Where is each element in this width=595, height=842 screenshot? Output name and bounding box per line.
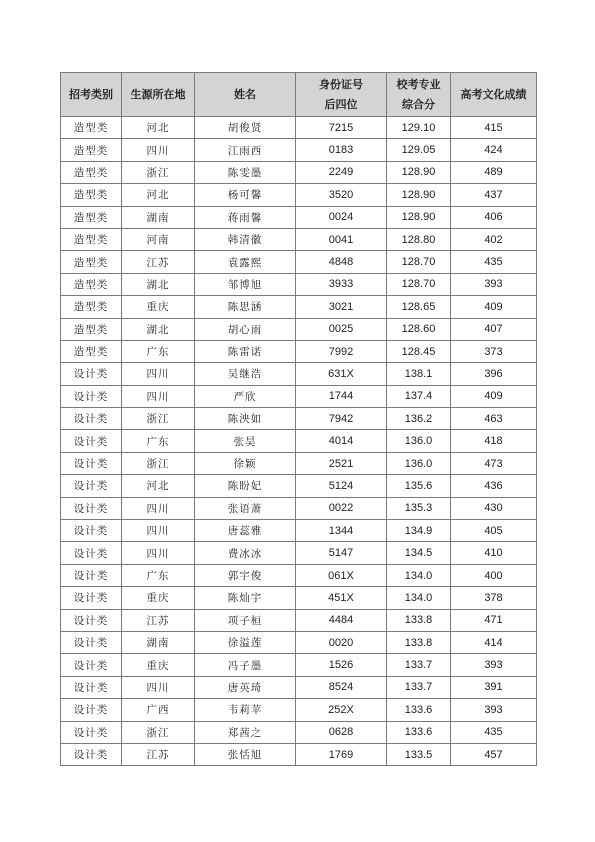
cell-name: 邹博旭 <box>195 273 296 295</box>
cell-category: 设计类 <box>61 587 122 609</box>
cell-id-last4: 3021 <box>296 296 387 318</box>
cell-gaokao-score: 373 <box>451 340 537 362</box>
cell-id-last4: 0020 <box>296 631 387 653</box>
cell-category: 设计类 <box>61 408 122 430</box>
cell-gaokao-score: 402 <box>451 228 537 250</box>
cell-category: 造型类 <box>61 228 122 250</box>
cell-id-last4: 451X <box>296 587 387 609</box>
cell-school-score: 128.70 <box>387 251 451 273</box>
cell-origin: 江苏 <box>122 743 195 765</box>
cell-name: 陈雯墨 <box>195 161 296 183</box>
cell-id-last4: 4484 <box>296 609 387 631</box>
table-row <box>61 117 537 139</box>
cell-id-last4: 3520 <box>296 184 387 206</box>
table-row <box>61 743 537 765</box>
table-row <box>61 430 537 452</box>
cell-name: 江雨西 <box>195 139 296 161</box>
cell-id-last4: 4014 <box>296 430 387 452</box>
table-row <box>61 676 537 698</box>
cell-origin: 广东 <box>122 430 195 452</box>
cell-school-score: 128.70 <box>387 273 451 295</box>
cell-origin: 浙江 <box>122 161 195 183</box>
cell-id-last4: 7992 <box>296 340 387 362</box>
cell-name: 唐英琦 <box>195 676 296 698</box>
cell-id-last4: 1344 <box>296 520 387 542</box>
cell-category: 造型类 <box>61 340 122 362</box>
cell-category: 设计类 <box>61 363 122 385</box>
cell-origin: 重庆 <box>122 296 195 318</box>
cell-category: 造型类 <box>61 318 122 340</box>
cell-category: 设计类 <box>61 564 122 586</box>
cell-origin: 浙江 <box>122 408 195 430</box>
cell-category: 造型类 <box>61 251 122 273</box>
cell-gaokao-score: 471 <box>451 609 537 631</box>
cell-category: 造型类 <box>61 161 122 183</box>
table-row <box>61 609 537 631</box>
cell-id-last4: 3933 <box>296 273 387 295</box>
cell-school-score: 128.60 <box>387 318 451 340</box>
cell-origin: 浙江 <box>122 452 195 474</box>
cell-name: 徐颖 <box>195 452 296 474</box>
cell-gaokao-score: 409 <box>451 296 537 318</box>
cell-gaokao-score: 473 <box>451 452 537 474</box>
cell-gaokao-score: 489 <box>451 161 537 183</box>
cell-school-score: 134.0 <box>387 587 451 609</box>
cell-gaokao-score: 393 <box>451 654 537 676</box>
cell-gaokao-score: 400 <box>451 564 537 586</box>
cell-gaokao-score: 415 <box>451 117 537 139</box>
header-id-last4: 身份证号 后四位 <box>296 73 387 117</box>
cell-category: 设计类 <box>61 631 122 653</box>
table-row <box>61 273 537 295</box>
cell-category: 造型类 <box>61 296 122 318</box>
cell-school-score: 133.5 <box>387 743 451 765</box>
table-row <box>61 542 537 564</box>
cell-name: 项子桓 <box>195 609 296 631</box>
cell-origin: 江苏 <box>122 609 195 631</box>
cell-id-last4: 0041 <box>296 228 387 250</box>
table-row <box>61 318 537 340</box>
cell-name: 胡心雨 <box>195 318 296 340</box>
cell-name: 张昊 <box>195 430 296 452</box>
cell-origin: 广西 <box>122 699 195 721</box>
cell-origin: 湖南 <box>122 206 195 228</box>
cell-gaokao-score: 409 <box>451 385 537 407</box>
cell-category: 造型类 <box>61 273 122 295</box>
cell-origin: 浙江 <box>122 721 195 743</box>
cell-id-last4: 631X <box>296 363 387 385</box>
cell-origin: 湖北 <box>122 273 195 295</box>
cell-school-score: 129.10 <box>387 117 451 139</box>
table-row <box>61 408 537 430</box>
cell-category: 设计类 <box>61 497 122 519</box>
cell-school-score: 138.1 <box>387 363 451 385</box>
cell-name: 陈思涵 <box>195 296 296 318</box>
cell-id-last4: 0024 <box>296 206 387 228</box>
cell-gaokao-score: 396 <box>451 363 537 385</box>
cell-origin: 重庆 <box>122 587 195 609</box>
cell-id-last4: 5147 <box>296 542 387 564</box>
cell-origin: 河北 <box>122 117 195 139</box>
table-row <box>61 475 537 497</box>
cell-id-last4: 252X <box>296 699 387 721</box>
table-row <box>61 699 537 721</box>
table-row <box>61 206 537 228</box>
table-row <box>61 184 537 206</box>
table-header-row <box>61 73 537 117</box>
cell-category: 设计类 <box>61 475 122 497</box>
cell-name: 陈雷诺 <box>195 340 296 362</box>
cell-origin: 四川 <box>122 139 195 161</box>
cell-name: 严欣 <box>195 385 296 407</box>
header-name: 姓名 <box>195 73 296 117</box>
cell-school-score: 136.2 <box>387 408 451 430</box>
cell-name: 蒋雨馨 <box>195 206 296 228</box>
cell-school-score: 133.6 <box>387 721 451 743</box>
cell-id-last4: 7942 <box>296 408 387 430</box>
cell-school-score: 134.5 <box>387 542 451 564</box>
cell-category: 设计类 <box>61 520 122 542</box>
table-row <box>61 385 537 407</box>
cell-origin: 湖北 <box>122 318 195 340</box>
cell-id-last4: 0025 <box>296 318 387 340</box>
cell-gaokao-score: 424 <box>451 139 537 161</box>
cell-category: 设计类 <box>61 699 122 721</box>
table-row <box>61 161 537 183</box>
cell-name: 陈盼妃 <box>195 475 296 497</box>
cell-id-last4: 0183 <box>296 139 387 161</box>
table-row <box>61 587 537 609</box>
cell-id-last4: 2249 <box>296 161 387 183</box>
cell-school-score: 133.7 <box>387 654 451 676</box>
cell-category: 设计类 <box>61 676 122 698</box>
cell-gaokao-score: 393 <box>451 273 537 295</box>
cell-name: 陈泱如 <box>195 408 296 430</box>
cell-category: 造型类 <box>61 206 122 228</box>
cell-id-last4: 4848 <box>296 251 387 273</box>
cell-category: 设计类 <box>61 721 122 743</box>
cell-name: 陈灿宇 <box>195 587 296 609</box>
cell-school-score: 133.8 <box>387 631 451 653</box>
cell-category: 造型类 <box>61 117 122 139</box>
cell-id-last4: 7215 <box>296 117 387 139</box>
cell-category: 设计类 <box>61 743 122 765</box>
cell-gaokao-score: 435 <box>451 251 537 273</box>
cell-origin: 四川 <box>122 676 195 698</box>
table-row <box>61 296 537 318</box>
table-row <box>61 363 537 385</box>
cell-id-last4: 1769 <box>296 743 387 765</box>
cell-gaokao-score: 406 <box>451 206 537 228</box>
cell-gaokao-score: 378 <box>451 587 537 609</box>
cell-category: 设计类 <box>61 654 122 676</box>
cell-origin: 四川 <box>122 497 195 519</box>
cell-school-score: 136.0 <box>387 430 451 452</box>
cell-gaokao-score: 391 <box>451 676 537 698</box>
cell-id-last4: 8524 <box>296 676 387 698</box>
cell-origin: 湖南 <box>122 631 195 653</box>
cell-name: 费冰冰 <box>195 542 296 564</box>
table-row <box>61 721 537 743</box>
header-category: 招考类别 <box>61 73 122 117</box>
cell-school-score: 129.05 <box>387 139 451 161</box>
cell-origin: 河北 <box>122 184 195 206</box>
cell-category: 造型类 <box>61 184 122 206</box>
cell-name: 唐蕊雅 <box>195 520 296 542</box>
cell-origin: 江苏 <box>122 251 195 273</box>
cell-name: 徐溢莲 <box>195 631 296 653</box>
cell-category: 设计类 <box>61 430 122 452</box>
table-row <box>61 452 537 474</box>
cell-origin: 广东 <box>122 564 195 586</box>
cell-school-score: 128.80 <box>387 228 451 250</box>
cell-school-score: 136.0 <box>387 452 451 474</box>
cell-category: 设计类 <box>61 452 122 474</box>
cell-name: 郭宇俊 <box>195 564 296 586</box>
cell-school-score: 128.90 <box>387 206 451 228</box>
cell-gaokao-score: 463 <box>451 408 537 430</box>
cell-origin: 广东 <box>122 340 195 362</box>
cell-school-score: 135.6 <box>387 475 451 497</box>
cell-origin: 四川 <box>122 520 195 542</box>
table-body <box>61 117 537 766</box>
cell-id-last4: 0628 <box>296 721 387 743</box>
cell-gaokao-score: 435 <box>451 721 537 743</box>
cell-category: 造型类 <box>61 139 122 161</box>
table-row <box>61 139 537 161</box>
table-row <box>61 228 537 250</box>
cell-gaokao-score: 430 <box>451 497 537 519</box>
cell-id-last4: 0022 <box>296 497 387 519</box>
cell-school-score: 135.3 <box>387 497 451 519</box>
table-row <box>61 340 537 362</box>
table-row <box>61 251 537 273</box>
table-row <box>61 520 537 542</box>
cell-school-score: 133.7 <box>387 676 451 698</box>
cell-school-score: 134.9 <box>387 520 451 542</box>
table-row <box>61 631 537 653</box>
cell-gaokao-score: 418 <box>451 430 537 452</box>
cell-school-score: 134.0 <box>387 564 451 586</box>
cell-name: 张语萧 <box>195 497 296 519</box>
cell-name: 张恬旭 <box>195 743 296 765</box>
cell-origin: 河南 <box>122 228 195 250</box>
cell-name: 胡俊贤 <box>195 117 296 139</box>
cell-school-score: 128.90 <box>387 184 451 206</box>
cell-name: 杨可馨 <box>195 184 296 206</box>
cell-origin: 四川 <box>122 363 195 385</box>
cell-school-score: 133.6 <box>387 699 451 721</box>
cell-origin: 四川 <box>122 542 195 564</box>
cell-category: 设计类 <box>61 609 122 631</box>
cell-origin: 河北 <box>122 475 195 497</box>
cell-name: 冯子墨 <box>195 654 296 676</box>
cell-id-last4: 061X <box>296 564 387 586</box>
cell-school-score: 128.45 <box>387 340 451 362</box>
cell-name: 韦莉苹 <box>195 699 296 721</box>
cell-id-last4: 5124 <box>296 475 387 497</box>
cell-name: 袁露熙 <box>195 251 296 273</box>
cell-gaokao-score: 410 <box>451 542 537 564</box>
cell-gaokao-score: 437 <box>451 184 537 206</box>
cell-category: 设计类 <box>61 542 122 564</box>
table-row <box>61 654 537 676</box>
cell-gaokao-score: 414 <box>451 631 537 653</box>
table-row <box>61 497 537 519</box>
cell-school-score: 128.90 <box>387 161 451 183</box>
cell-gaokao-score: 436 <box>451 475 537 497</box>
cell-origin: 四川 <box>122 385 195 407</box>
cell-gaokao-score: 407 <box>451 318 537 340</box>
cell-name: 郑茜之 <box>195 721 296 743</box>
cell-id-last4: 1526 <box>296 654 387 676</box>
cell-name: 吴继浩 <box>195 363 296 385</box>
cell-origin: 重庆 <box>122 654 195 676</box>
table-row <box>61 564 537 586</box>
header-origin: 生源所在地 <box>122 73 195 117</box>
cell-gaokao-score: 457 <box>451 743 537 765</box>
cell-id-last4: 2521 <box>296 452 387 474</box>
header-gaokao-score: 高考文化成绩 <box>451 73 537 117</box>
admission-table <box>60 72 537 766</box>
cell-school-score: 128.65 <box>387 296 451 318</box>
cell-gaokao-score: 405 <box>451 520 537 542</box>
cell-category: 设计类 <box>61 385 122 407</box>
cell-id-last4: 1744 <box>296 385 387 407</box>
cell-school-score: 133.8 <box>387 609 451 631</box>
cell-school-score: 137.4 <box>387 385 451 407</box>
cell-gaokao-score: 393 <box>451 699 537 721</box>
cell-name: 韩清徽 <box>195 228 296 250</box>
header-school-score: 校考专业 综合分 <box>387 73 451 117</box>
